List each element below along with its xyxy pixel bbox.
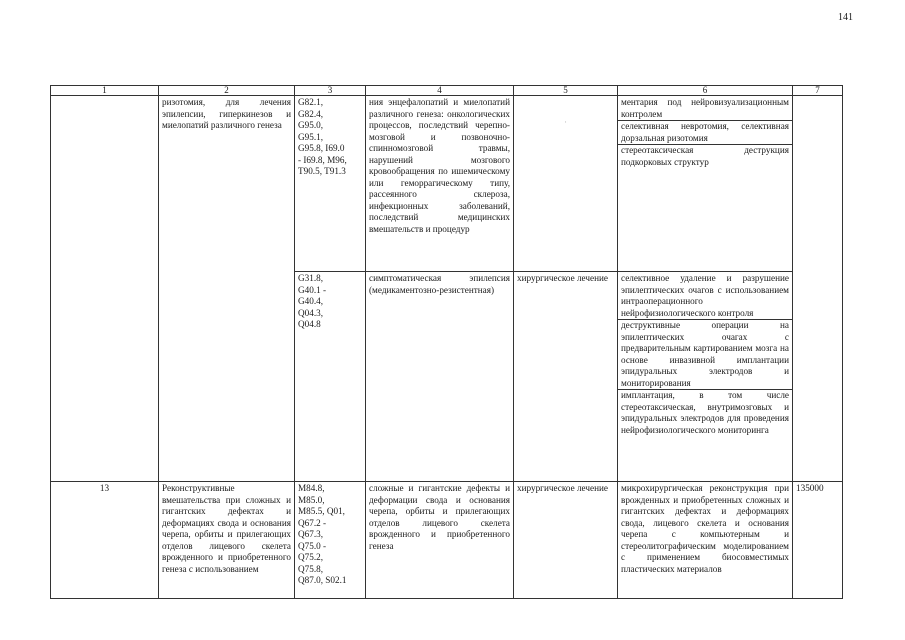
icd-code: T90.5, T91.3 xyxy=(298,166,346,176)
icd-code: Q67.3, xyxy=(298,529,324,539)
medical-care-table xyxy=(50,85,843,599)
icd-code: Q75.2, xyxy=(298,552,324,562)
column-number-row xyxy=(51,86,843,96)
icd-code: G95.1, xyxy=(298,131,324,142)
cost-cell: 135000 xyxy=(793,482,843,599)
column-header: 7 xyxy=(793,86,843,96)
row-number-cell: 13 xyxy=(51,482,159,599)
row-number-cell xyxy=(51,96,159,482)
method-item: селективное удаление и разрушение эпилептических очагов с использованием интраоперационного нейрофизиологического контроля xyxy=(618,273,792,320)
icd-code: Q67.2 - xyxy=(298,517,327,528)
treatment-methods-cell xyxy=(618,96,793,272)
treatment-methods-cell: микрохирургическая реконструкция при врожденных и приобретенных сложных и гигантских дефектах и деформациях свода, лицевого скелета и основания черепа с компьютерным и стереолитографическим моделированием с применением биосовместимых пластических материалов xyxy=(618,482,793,599)
icd-code: G95.8, I69.0 xyxy=(298,143,345,153)
patient-model-cell: ния энцефалопатий и миелопатий различного генеза: онкологических процессов, последствий черепно-мозговой и позвоночно-спинномозговой травмы, нарушений мозгового кровообращения по ишемическому или геморрагическому типу, рассеянного склероза, инфекционных заболеваний, последствий медицинских вмешательств и процедур xyxy=(366,96,514,272)
treatment-type-cell: хирургическое лечение xyxy=(514,272,618,482)
icd-code: M85.0, xyxy=(298,494,325,505)
table-row xyxy=(51,482,843,599)
icd-codes-cell xyxy=(295,96,366,272)
icd-code: - I69.8, M96, xyxy=(298,154,347,165)
icd-code: G31.8, xyxy=(298,273,324,283)
icd-code: G40.1 - xyxy=(298,284,327,295)
method-item: стереотаксическая деструкция подкорковых структур xyxy=(621,145,789,167)
icd-code: G82.1, xyxy=(298,97,324,107)
treatment-methods-cell xyxy=(618,272,793,482)
method-item: селективная невротомия, селективная дорзальная ризотомия xyxy=(618,121,792,145)
method-item: ментария под нейровизуализационным контролем xyxy=(618,97,792,121)
icd-codes-cell xyxy=(295,482,366,599)
column-header: 5 xyxy=(514,86,618,96)
intervention-name-cell: ризотомия, для лечения эпилепсии, гиперкинезов и миелопатий различного генеза xyxy=(159,96,295,482)
scan-artifact: · xyxy=(563,117,568,127)
icd-code: G95.0, xyxy=(298,120,324,130)
icd-code: Q75.8, xyxy=(298,563,324,574)
icd-codes-cell xyxy=(295,272,366,482)
method-item: деструктивные операции на эпилептических очагах с предварительным картированием мозга на основе инвазивной имплантации эпидуральных электродов и мониторирования xyxy=(618,320,792,390)
icd-code: Q04.3, xyxy=(298,307,324,318)
column-header: 6 xyxy=(618,86,793,96)
treatment-type-cell: хирургическое лечение xyxy=(514,482,618,599)
intervention-name-cell: Реконструктивные вмешательства при сложных и гигантских дефектах и деформациях свода и основания черепа, орбиты и прилегающих отделов лицевого скелета врожденного и приобретенного генеза с использованием xyxy=(159,482,295,599)
icd-code: Q75.0 - xyxy=(298,540,327,551)
icd-code: M84.8, xyxy=(298,483,325,493)
patient-model-cell: симптоматическая эпилепсия (медикаментозно-резистентная) xyxy=(366,272,514,482)
icd-code: Q87.0, S02.1 xyxy=(298,575,347,585)
table-row xyxy=(51,96,843,272)
patient-model-cell: сложные и гигантские дефекты и деформации свода и основания черепа, орбиты и прилегающих отделов лицевого скелета врожденного и приобретенного генеза xyxy=(366,482,514,599)
cost-cell xyxy=(793,96,843,482)
column-header: 1 xyxy=(51,86,159,96)
icd-code: G82.4, xyxy=(298,108,324,119)
column-header: 2 xyxy=(159,86,295,96)
column-header: 3 xyxy=(295,86,366,96)
icd-code: Q04.8 xyxy=(298,319,321,329)
icd-code: M85.5, Q01, xyxy=(298,506,345,516)
page-number: 141 xyxy=(838,12,853,23)
treatment-type-cell xyxy=(514,96,618,272)
method-item: имплантация, в том числе стереотаксическая, внутримозговых и эпидуральных электродов для проведения нейрофизиологического мониторинга xyxy=(621,390,789,435)
icd-code: G40.4, xyxy=(298,296,324,306)
column-header: 4 xyxy=(366,86,514,96)
